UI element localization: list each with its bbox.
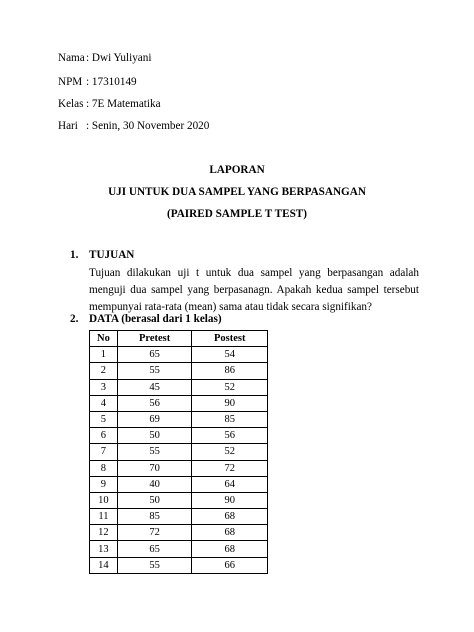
cell-postest: 90 (192, 395, 268, 411)
cell-pretest: 45 (117, 379, 192, 395)
column-header-pretest: Pretest (117, 331, 192, 347)
table-header-row (90, 331, 268, 347)
npm-value: : 17310149 (86, 76, 137, 88)
table-row (90, 363, 268, 379)
cell-pretest: 72 (117, 525, 192, 541)
cell-postest: 90 (192, 492, 268, 508)
day-label: Hari (58, 120, 78, 132)
class-value: : 7E Matematika (86, 98, 161, 110)
cell-pretest: 56 (117, 395, 192, 411)
cell-no: 10 (90, 492, 118, 508)
report-subtitle-english: (PAIRED SAMPLE T TEST) (167, 208, 307, 220)
cell-postest: 68 (192, 541, 268, 557)
day-value: : Senin, 30 November 2020 (86, 120, 210, 132)
cell-postest: 85 (192, 411, 268, 427)
section2-title: DATA (berasal dari 1 kelas) (89, 313, 222, 325)
table-row (90, 444, 268, 460)
cell-pretest: 50 (117, 428, 192, 444)
cell-pretest: 40 (117, 476, 192, 492)
column-header-postest: Postest (192, 331, 268, 347)
cell-no: 2 (90, 363, 118, 379)
column-header-no: No (90, 331, 118, 347)
cell-no: 3 (90, 379, 118, 395)
cell-postest: 52 (192, 444, 268, 460)
cell-no: 9 (90, 476, 118, 492)
cell-pretest: 65 (117, 347, 192, 363)
report-title: LAPORAN (209, 164, 265, 176)
npm-label: NPM (58, 76, 83, 88)
cell-no: 5 (90, 411, 118, 427)
cell-pretest: 55 (117, 363, 192, 379)
cell-pretest: 65 (117, 541, 192, 557)
cell-pretest: 55 (117, 557, 192, 573)
cell-postest: 54 (192, 347, 268, 363)
cell-postest: 56 (192, 428, 268, 444)
cell-no: 12 (90, 525, 118, 541)
cell-postest: 68 (192, 509, 268, 525)
table-row (90, 525, 268, 541)
cell-no: 8 (90, 460, 118, 476)
cell-postest: 66 (192, 557, 268, 573)
table-row (90, 541, 268, 557)
cell-no: 11 (90, 509, 118, 525)
name-value: : Dwi Yuliyani (86, 52, 152, 64)
cell-no: 14 (90, 557, 118, 573)
cell-no: 4 (90, 395, 118, 411)
cell-pretest: 50 (117, 492, 192, 508)
table-row (90, 428, 268, 444)
cell-pretest: 55 (117, 444, 192, 460)
table-row (90, 509, 268, 525)
table-row (90, 411, 268, 427)
cell-no: 13 (90, 541, 118, 557)
cell-pretest: 69 (117, 411, 192, 427)
cell-pretest: 85 (117, 509, 192, 525)
section2-number: 2. (70, 313, 79, 325)
table-row (90, 395, 268, 411)
section1-number: 1. (70, 249, 79, 261)
section1-paragraph: Tujuan dilakukan uji t untuk dua sampel yang berpasangan adalah menguji dua sampel yang berpasanagn. Apakah kedua sampel tersebut mempunyai rata-rata (mean) sama atau tidak secara signifikan? (89, 267, 419, 313)
table-row (90, 492, 268, 508)
name-label: Nama (58, 52, 85, 64)
table-row (90, 460, 268, 476)
cell-postest: 68 (192, 525, 268, 541)
table-row (90, 347, 268, 363)
cell-no: 1 (90, 347, 118, 363)
table-row (90, 557, 268, 573)
report-subtitle: UJI UNTUK DUA SAMPEL YANG BERPASANGAN (108, 186, 366, 198)
data-table (89, 330, 268, 574)
section1-title: TUJUAN (89, 249, 135, 261)
cell-pretest: 70 (117, 460, 192, 476)
cell-no: 7 (90, 444, 118, 460)
cell-no: 6 (90, 428, 118, 444)
table-row (90, 476, 268, 492)
class-label: Kelas (58, 98, 84, 110)
cell-postest: 72 (192, 460, 268, 476)
cell-postest: 64 (192, 476, 268, 492)
table-row (90, 379, 268, 395)
cell-postest: 52 (192, 379, 268, 395)
cell-postest: 86 (192, 363, 268, 379)
